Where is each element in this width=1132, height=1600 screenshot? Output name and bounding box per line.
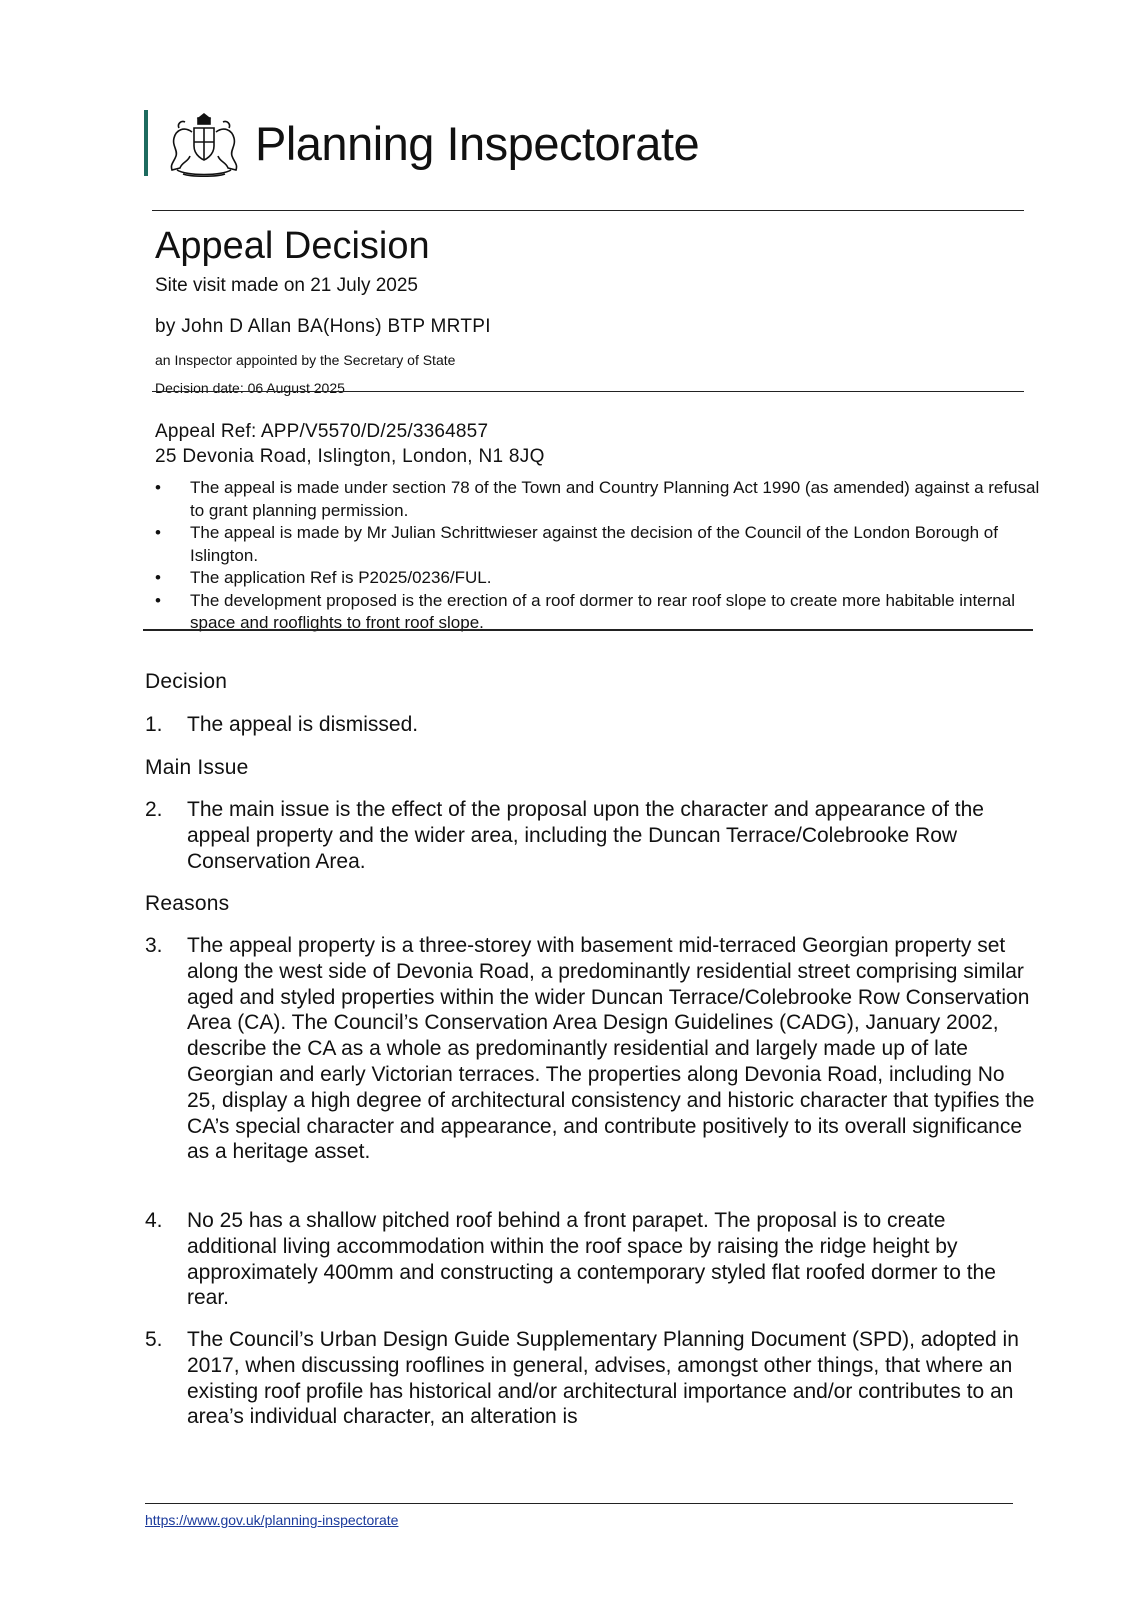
footer-link[interactable]: https://www.gov.uk/planning-inspectorate	[145, 1512, 399, 1528]
paragraph-number: 4.	[145, 1209, 163, 1232]
org-name: Planning Inspectorate	[255, 117, 700, 170]
page-title: Appeal Decision	[155, 225, 430, 267]
royal-coat-of-arms-icon	[165, 108, 243, 180]
paragraph-number: 1.	[145, 713, 163, 736]
list-item: • The application Ref is P2025/0236/FUL.	[155, 567, 1045, 590]
list-item: • The development proposed is the erection of a roof dormer to rear roof slope to create more habitable internal space and rooflights to front roof slope.	[155, 590, 1045, 635]
paragraph	[145, 797, 1035, 874]
paragraph-text: No 25 has a shallow pitched roof behind a front parapet. The proposal is to create additional living accommodation within the roof space by raising the ridge height by approximately 400mm and constructing a contemporary styled flat roofed dormer to the rear.	[187, 1209, 996, 1310]
site-visit-date: Site visit made on 21 July 2025	[155, 275, 418, 296]
paragraph	[145, 933, 1035, 1165]
paragraph	[145, 1327, 1035, 1430]
appeal-reference: Appeal Ref: APP/V5570/D/25/3364857	[155, 421, 489, 442]
paragraph-number: 5.	[145, 1328, 163, 1351]
paragraph-number: 3.	[145, 934, 163, 957]
paragraph-text: The Council’s Urban Design Guide Supplementary Planning Document (SPD), adopted in 2017, when discussing rooflines in general, advises, amongst other things, that where an existing roof profile has historical and/or architectural importance and/or contributes to an area’s individual character, an alteration is	[187, 1328, 1019, 1429]
paragraph-text: The appeal property is a three-storey with basement mid-terraced Georgian property set along the west side of Devonia Road, a predominantly residential street comprising similar aged and styled properties within the wider Duncan Terrace/Colebrooke Row Conservation Area (CA). The Council’s Conservation Area Design Guidelines (CADG), January 2002, describe the CA as a whole as predominantly residential and largely made up of late Georgian and early Victorian terraces. The properties along Devonia Road, including No 25, display a high degree of architectural consistency and historic character that typifies the CA’s special character and appearance, and contribute positively to its overall significance as a heritage asset.	[187, 934, 1035, 1164]
section-heading-decision: Decision	[145, 670, 228, 693]
brand-accent-bar	[144, 110, 148, 176]
paragraph	[145, 712, 1035, 738]
paragraph	[145, 1208, 1035, 1311]
header-rule	[152, 210, 1024, 211]
paragraph-number: 2.	[145, 798, 163, 821]
section-heading-reasons: Reasons	[145, 892, 230, 915]
footer-rule	[145, 1503, 1013, 1504]
appeal-address: 25 Devonia Road, Islington, London, N1 8JQ	[155, 446, 545, 467]
section-heading-main-issue: Main Issue	[145, 756, 249, 779]
paragraph-text: The main issue is the effect of the proposal upon the character and appearance of the appeal property and the wider area, including the Duncan Terrace/Colebrooke Row Conservation Area.	[187, 798, 984, 873]
list-item: • The appeal is made by Mr Julian Schrittwieser against the decision of the Council of the London Borough of Islington.	[155, 522, 1045, 567]
inspector-appointment: an Inspector appointed by the Secretary of State	[155, 352, 456, 368]
appeal-details-list	[155, 477, 1045, 635]
decision-date: Decision date: 06 August 2025	[155, 380, 345, 396]
paragraph-text: The appeal is dismissed.	[187, 713, 419, 736]
inspector-name: by John D Allan BA(Hons) BTP MRTPI	[155, 316, 491, 337]
appeal-box-rule	[143, 629, 1033, 631]
list-item: • The appeal is made under section 78 of the Town and Country Planning Act 1990 (as amended) against a refusal to grant planning permission.	[155, 477, 1045, 522]
meta-rule	[152, 391, 1024, 392]
